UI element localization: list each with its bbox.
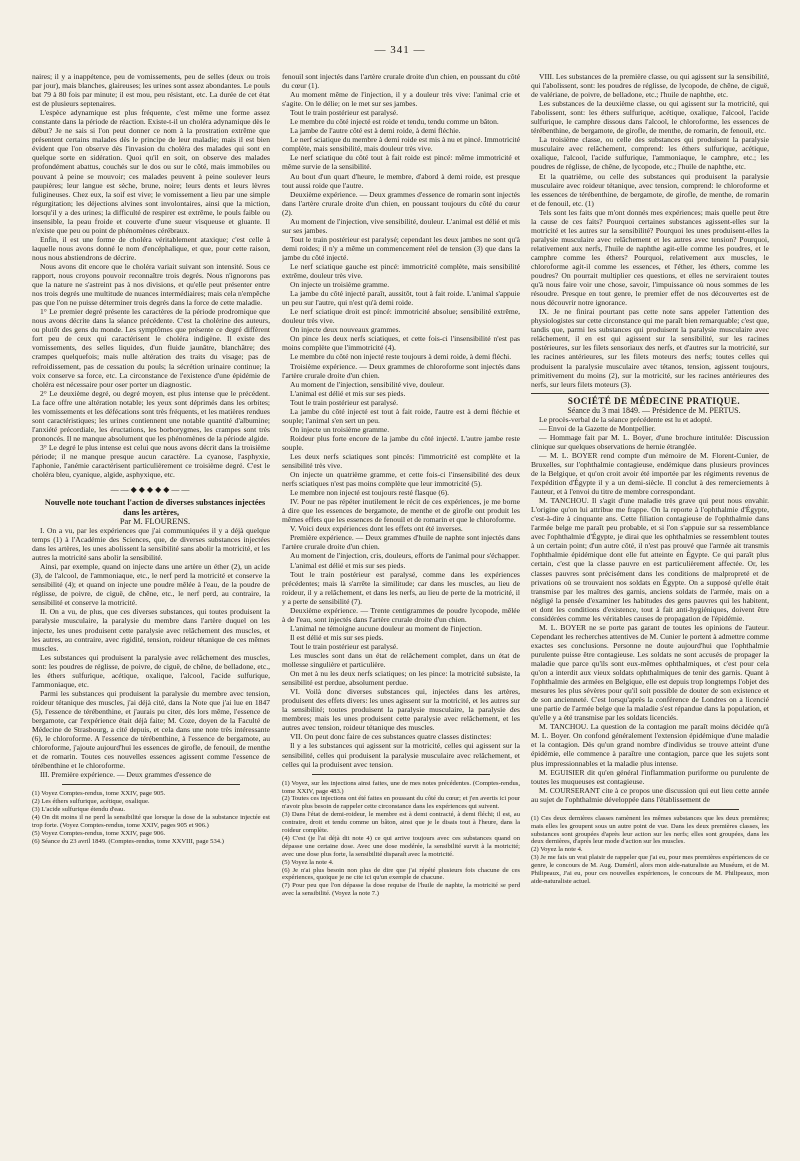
paragraph: Première expérience. — Deux grammes d'huile de naphte sont injectés dans l'artère crurale droite d'un chien. [282, 533, 520, 552]
paragraph: L'animal est délié et mis sur ses pieds. [290, 388, 406, 398]
paragraph: Les muscles sont dans un état de relâchement complet, dans un état de mollesse singulière et particulière. [282, 651, 520, 670]
paragraph: L'espèce adynamique est plus fréquente, c'est même une forme assez constante dans la période de réaction. Existe-t-il un choléra adynamique dès le début? Je ne sais si l'on peut donner ce nom à la prostration extrême que présentent certains malades dès le principe de leur maladie; mais il est bien évident que l'on observe dès l'invasion du choléra des malades qui sont en quelque sorte en sidération. Quoi qu'il en soit, on observe des malades profondément abattus, couchés sur le dos ou sur le côté, mais immobiles ou pouvant à peine se mouvoir; ces malades peuvent à peine soulever leurs paupières; leur langue est sèche, brune, noire; leurs dents et leurs lèvres fuligineuses. Chez eux, la soif est vive; le vomissement a lieu par une simple régurgitation; les déjections alvines sont involontaires, ainsi que la miction, lorsqu'il y a des urines; la difficulté de respirer est extrême, le pouls faible ou insensible, la peau froide et couverte d'une sueur visqueuse et gluante. Il n'existe que peu ou point de phénomènes cérébraux. [32, 108, 270, 235]
paragraph: Le procès-verbal de la séance précédente est lu et adopté. [539, 414, 713, 424]
paragraph: I. On a vu, par les expériences que j'ai communiquées il y a déjà quelque temps (1) à l'Académie des Sciences, que, de diverses substances injectées dans les artères, les unes abolissent la sensibilité sans abolir la motricité, et les autres la motricité sans abolir la sensibilité. [32, 526, 270, 563]
paragraph: Deuxième expérience. — Trente centigrammes de poudre lycopode, mêlée à de l'eau, sont injectés dans l'artère crurale droite d'un chien. [282, 605, 520, 624]
society-title: SOCIÉTÉ DE MÉDECINE PRATIQUE. [567, 395, 741, 406]
paragraph: Les substances de la deuxième classe, ou qui agissent sur la motricité, qui l'abolissent, sont: les éthers sulfurique, acétique, oxalique, l'alcool, l'acide sulfurique, le camphre dissous dans l'alcool, le chloroforme, les essences de térébenthine, de bergamote, de girofle, de menthe, de romarin, de fenouil, etc. [531, 99, 769, 136]
paragraph: 1° Le premier degré présente les caractères de la période prodromique que nous avons décrite dans la séance précédente. C'est la cholérine des auteurs, ou plutôt des gens du monde. Les symptômes que présente ce degré diffèrent fort peu de ceux qui caractérisent le choléra indigène. Il existe des vomissements, des selles liquides, d'un fluide jaunâtre, blanchâtre; des crampes quelquefois; mais nulle altération des traits du visage; pas de refroidissement, pas de cessation du pouls; la sécrétion urinaire continue; la voix conserve sa force, etc. La circonstance de l'existence d'une épidémie de choléra est nécessaire pour oser porter un diagnostic. [32, 307, 270, 389]
paragraph: Tout le train postérieur est paralysé; cependant les deux jambes ne sont qu'à demi roides; il n'y a même un commencement réel de tension (3) que dans la jambe du côté injecté. [282, 234, 520, 262]
paragraph: M. EGUISIER dit qu'en général l'inflammation puriforme ou purulente de toutes les muqueuses est contagieuse. [531, 767, 769, 786]
paragraph: fenouil sont injectés dans l'artère crurale droite d'un chien, en poussant du côté du cœur (1). [282, 72, 520, 91]
article-author: Par M. FLOURENS. [119, 516, 191, 526]
paragraph: IV. Pour ne pas répéter inutilement le récit de ces expériences, je me borne à dire que les essences de bergamote, de menthe et de girofle ont produit les mêmes effets que les essences de fenouil et de romarin et que le chloroforme. [282, 497, 520, 525]
paragraph: Tout le train postérieur est paralysé. [290, 108, 399, 118]
footnote: (3) Je me fais un vrai plaisir de rappeler que j'ai eu, pour mes premières expériences de ce genre, le concours de M. Aug. Duméril, alors mon aide-naturaliste au Muséum, et de M. Philipeaux, J'ai eu, pour ces nouvelles expériences, le concours de M. Philipeaux, mon aide-naturaliste actuel. [531, 854, 769, 885]
footnote: (3) Dans l'état de demi-roideur, le membre est à demi contracté, à demi fléchi; il est, au contraire, droit et tendu comme un bâton, ainsi que je le disais tout à l'heure, dans la roideur complète. [282, 811, 520, 835]
paragraph: — Hommage fait par M. L. Boyer, d'une brochure intitulée: Discussion clinique sur quelques observations de hernie étranglée. [531, 432, 769, 451]
paragraph: Ainsi, par exemple, quand on injecte dans une artère un éther (2), un acide (3), de l'alcool, de l'ammoniaque, etc., le nerf perd la motricité et conserve la sensibilité (4); et quand on injecte une poudre mêlée à l'eau, de la poudre de réglisse, de poivre, de ciguë, de chêne, etc., le nerf perd, au contraire, la sensibilité et conserve la motricité. [32, 562, 270, 608]
paragraph: On injecte deux nouveaux grammes. [290, 325, 401, 335]
footnote: (2) Les éthers sulfurique, acétique, oxalique. [32, 798, 150, 806]
paragraph: M. COURSERANT cite à ce propos une discussion qui eut lieu cette année au sujet de l'ophthalmie développée dans l'établissement de [531, 785, 769, 804]
paragraph: Le nerf sciatique du côté tout à fait roide est pincé: même immotricité et même survie de la sensibilité. [282, 153, 520, 172]
paragraph: Deuxième expérience. — Deux grammes d'essence de romarin sont injectés dans l'artère crurale droite d'un chien, en poussant toujours du côté du cœur (2). [282, 189, 520, 217]
section-divider [531, 393, 769, 394]
paragraph: — M. L. BOYER rend compte d'un mémoire de M. Florent-Cunier, de Bruxelles, sur l'ophthalmie contagieuse, endémique dans plusieurs provinces de la Belgique, et qu'on croit avoir été importée par les régiments revenus de l'expédition d'Égypte il y a un demi-siècle. Il conclut à des remerciements à l'auteur, et à l'envoi du titre de membre correspondant. [531, 450, 769, 497]
paragraph: Au moment de l'injection, cris, douleurs, efforts de l'animal pour s'échapper. [290, 551, 520, 561]
paragraph: Tels sont les faits que m'ont donnés mes expériences; mais quelle peut être la cause de ces faits? Pourquoi certaines substances agissent-elles sur la motricité et les autres sur la sensibilité? Pourquoi les unes produisent-elles la paralysie musculaire avec relâchement et les autres avec tension? Pourquoi, relativement aux nerfs, l'huile de naphthe agit-elle comme les poudres, et le camphre comme les éthers? Pourquoi, relativement aux muscles, le chloroforme agit-il comme les essences, et l'éther, les éthers, comme les poudres? On pourrait multiplier ces questions, et elles ne serviraient toutes qu'à nous faire voir une chose, savoir, l'impuissance où nous sommes de les résoudre. Presque en tout genre, le premier effet de nos découvertes est de nous découvrir notre ignorance. [531, 207, 769, 308]
paragraph: Il est délié et mis sur ses pieds. [290, 632, 384, 642]
paragraph: Troisième expérience. — Deux grammes de chloroforme sont injectés dans l'artère crurale droite d'un chien. [282, 361, 520, 380]
paragraph: IX. Je ne finirai pourtant pas cette note sans appeler l'attention des physiologistes sur cette circonstance qui me paraît bien remarquable; c'est que, tandis que, parmi les substances qui produisent la paralysie musculaire avec relâchement, il en est qui agissent sur la sensibilité, sur les racines postérieures, sur les filets sensoriaux des nerfs, et d'autres sur la motricité, sur les racines antérieures, sur les filets moteurs des nerfs; toutes celles qui produisent la paralysie musculaire avec tétanos, tension, agissent toujours, primitivement du moins (2), sur la motricité, sur les racines antérieures des nerfs, sur leurs filets moteurs (3). [531, 307, 769, 389]
footnote: (3) L'acide sulfurique étendu d'eau. [32, 806, 126, 814]
seance-heading: Séance du 3 mai 1849. — Présidence de M. PERTUS. [567, 405, 741, 415]
paragraph: Les deux nerfs sciatiques sont pincés: l'immotricité est complète et la sensibilité très vive. [282, 451, 520, 471]
paragraph: V. Voici deux expériences dont les effets ont été inverses. [290, 524, 463, 534]
paragraph: L'animal ne témoigne aucune douleur au moment de l'injection. [290, 623, 482, 633]
footnote-divider [62, 784, 240, 785]
footnote: (4) C'est (je l'ai déjà dit note 4) ce qui arrive toujours avec ces substances quand on dépasse une certaine dose. Avec une dose modérée, la sensibilité survit à la motricité; avec une dose plus forte, la sensibilité disparaît avec la motricité. [282, 834, 520, 858]
article-title: Nouvelle note touchant l'action de diverses substances injectées dans les artères, [44, 498, 266, 517]
paragraph: On injecte un troisième gramme. [290, 280, 390, 290]
paragraph: Tout le train postérieur est paralysé. [290, 397, 399, 407]
paragraph: On injecte un quatrième gramme, et cette fois-ci l'insensibilité des deux nerfs sciatiques n'est pas moins complète que leur immotricité (5). [282, 470, 520, 489]
footnote: (6) Séance du 23 avril 1849. (Comptes-rendus, tome XXVIII, page 534.) [32, 837, 224, 845]
footnote: (2) Toutes ces injections ont été faites en poussant du côté du cœur; et j'en avertis ici pour n'avoir plus besoin de rappeler cette circonstance dans les expériences qui suivent. [282, 795, 520, 811]
paragraph: M. L. BOYER ne se porte pas garant de toutes les opinions de l'auteur. Cependant les recherches attentives de M. Cunier le portent à admettre comme exactes ses conclusions. Personne ne doute aujourd'hui que l'ophthalmie purulente puisse être contagieuse. Les soldats ne sont accusés de propager la maladie que parce qu'ils sont eux-mêmes ophthalmiques, et c'est pour cela qu'on a interdit aux vieux soldats ophthalmiques de tenir des garnis. Quant à l'ophthalmie des armées en Belgique, elle est depuis trop longtemps l'objet des mesures les plus sévères pour qu'il soit possible de douter de son existence et de son ancienneté. C'est lorsqu'après la conférence de Londres on a licencié une partie de l'armée belge que la maladie s'est répandue dans la population, et qu'elle y a été transmise par les soldats licenciés. [531, 622, 769, 723]
paragraph: Et la quatrième, ou celle des substances qui produisent la paralysie musculaire avec roideur tétanique, avec tension, comprend: le chloroforme et les essences de térébenthine, de bergamote, de girofle, de menthe, de romarin et de fenouil, etc. (1) [531, 171, 769, 208]
paragraph: VI. Voilà donc diverses substances qui, injectées dans les artères, produisent des effets divers: les unes agissent sur la motricité, et les autres sur la sensibilité; toutes produisent la paralysie musculaire, la paralysie des membres; mais les unes produisent cette paralysie avec relâchement, et les autres avec tension, roideur tétanique des muscles. [282, 687, 520, 733]
paragraph: Parmi les substances qui produisent la paralysie du membre avec tension, roideur tétanique des muscles, j'ai déjà cité, dans la Note que j'ai lue en 1847 (5), l'essence de térébenthine, et j'aurais pu citer, dès lors même, l'essence de bergamote, car l'expérience était déjà faite; M. Coze, doyen de la Faculté de Médecine de Strasbourg, a cité depuis, et cela dans une note très intéressante (6), le chloroforme. A l'essence de térébenthine, à l'essence de bergamote, au chloroforme, j'ajoute aujourd'hui les essences de girofle, de fenouil, de menthe et de romarin. Toutes ces nouvelles essences agissent comme l'essence de térébenthine et le chloroforme. [32, 688, 270, 771]
paragraph: VIII. Les substances de la première classe, ou qui agissent sur la sensibilité, qui l'abolissent, sont: les poudres de réglisse, de lycopode, de chêne, de ciguë, de valériane, de poivre, de belladone, etc.; l'huile de naphthe, etc. [531, 72, 769, 100]
page-number: — 341 — [374, 44, 426, 56]
footnote: (1) Ces deux dernières classes ramènent les mêmes substances que les deux premières; mais elles les groupent sous un autre point de vue. Dans les deux premières classes, les substances sont groupées d'après leur action sur les nerfs; elles sont groupées, dans les deux dernières, d'après leur mode d'action sur les muscles. [531, 814, 769, 846]
paragraph: Le nerf sciatique du membre à demi roide est mis à nu et pincé. Immotricité complète, mais sensibilité, mais douleur très vive. [282, 135, 520, 154]
column-3 [531, 72, 769, 1141]
paragraph: M. TANCHOU. Il s'agit d'une maladie très grave qui peut nous envahir. L'origine qu'on lui attribue me frappe. On la reporte à l'ophthalmie d'Égypte, c'est-à-dire à cinquante ans. Cette filiation contagieuse de l'ophthalmie dans l'armée belge me paraît peu probable, et si l'on s'appuie sur sa ressemblance avec l'ophthalmie d'Égypte, je dirai que les ophthalmies se ressemblent toutes à un certain point; d'un autre côté, il n'est pas prouvé que l'armée ait transmis l'ophthalmie épidémique dont elle fut atteinte en Égypte. Ce qui paraît plus certain, c'est que la classe pauvre en est particulièrement affectée. Or, les classes pauvres sont précisément dans les conditions de malpropreté et de privations où se trouvaient nos soldats en Égypte. On a supposé qu'elle était transmise par les maîtres des garnis, anciens soldats de l'armée, mais on a négligé la pensée d'examiner les habitudes des gens pauvres qui les habitent, et dont les conditions d'existence, tout à fait anti-hygiéniques, doivent être considérées comme les véritables causes de propagation de l'épidémie. [531, 496, 769, 623]
paragraph: Le membre du côté non injecté reste toujours à demi roide, à demi fléchi. [290, 352, 512, 362]
paragraph: Le nerf sciatique gauche est pincé: immotricité complète, mais sensibilité extrême, douleur très vive. [282, 261, 520, 281]
footnote-divider [561, 809, 739, 810]
paragraph: On pince les deux nerfs sciatiques, et cette fois-ci l'insensibilité n'est pas moins complète que l'immotricité (4). [282, 334, 520, 353]
paragraph: La jambe du côté injecté est tout à fait roide, l'autre est à demi fléchie et souple; l'animal s'en sert un peu. [282, 406, 520, 425]
footnote: (7) Pour peu que l'on dépasse la dose requise de l'huile de naphte, la motricité se perd avec la sensibilité. (Voyez la note 7.) [282, 882, 520, 898]
paragraph: On met à nu les deux nerfs sciatiques; on les pince: la motricité subsiste, la sensibilité est perdue, absolument perdue. [282, 669, 520, 688]
paragraph: Nous avons dit encore que le choléra variait suivant son intensité. Sous ce rapport, nous croyons pouvoir reconnaître trois degrés. Nous n'ignorons pas que la nature ne s'astreint pas à nos divisions, et qu'elle peut présenter entre nos trois degrés une multitude de nuances intermédiaires; mais cela n'empêche pas que l'on ne puisse déterminer trois degrés dans la force de cette maladie. [32, 261, 270, 308]
paragraph: Il y a les substances qui agissent sur la motricité, celles qui agissent sur la sensibilité, celles qui produisent la paralysie musculaire avec relâchement, et celles qui la produisent avec tension. [282, 741, 520, 769]
paragraph: Les substances qui produisent la paralysie avec relâchement des muscles, sont: les poudres de réglisse, de poivre, de ciguë, de chêne, de belladone, etc., les éthers sulfurique, acétique, oxalique, l'alcool, l'acide sulfurique, l'ammoniaque, etc. [32, 652, 270, 689]
paragraph: M. TANCHOU. La question de la contagion me paraît moins décidée qu'à M. L. Boyer. On confond généralement l'extension épidémique d'une maladie et la contagion. Dès qu'un grand nombre d'individus se trouve atteint d'une épidémie, elle commence à paraître une contagion, parce que les sujets sont plus impressionnables et la maladie plus intense. [531, 722, 769, 768]
footnote: (6) Je n'ai plus besoin non plus de dire que j'ai répété plusieurs fois chacune de ces expériences, quoique je ne cite ici qu'un exemple de chacune. [282, 866, 520, 882]
paragraph: II. On a vu, de plus, que ces diverses substances, qui toutes produisent la paralysie musculaire, la paralysie du membre dans l'artère duquel on les injecte, les unes produisent cette paralysie avec relâchement des muscles, et les autres, au contraire, avec rigidité, tension, roideur tétanique de ces mêmes muscles. [32, 607, 270, 653]
paragraph: naires; il y a inappétence, peu de vomissements, peu de selles (deux ou trois par jour), mais blanches, glaireuses; les urines sont assez abondantes. Le pouls bat 79 à 80 fois par minute; il est mou, peu résistant, etc. La durée de cet état est de plusieurs septenaires. [32, 72, 270, 109]
paragraph: Le membre non injecté est toujours resté flasque (6). [290, 488, 450, 498]
paragraph: Tout le train postérieur est paralysé. [290, 641, 399, 651]
column-1 [32, 72, 270, 1141]
paragraph: On injecte un troisième gramme. [290, 424, 390, 434]
paragraph: Au moment de l'injection, sensibilité vive, douleur. [290, 379, 445, 389]
paragraph: Le nerf sciatique droit est pincé: immotricité absolue; sensibilité extrême, douleur très vive. [282, 307, 520, 326]
footnote: (1) Voyez Comptes-rendus, tome XXIV, page 905. [32, 790, 166, 798]
paragraph: La troisième classe, ou celle des substances qui produisent la paralysie musculaire avec relâchement, comprend: les éthers sulfurique, acétique, oxalique, l'alcool, l'acide sulfurique, l'ammoniaque, le camphre, etc.; les poudres de réglisse, de chêne, de lycopode, etc.; l'huile de naphthe, etc. [531, 135, 769, 172]
paragraph: Le membre du côté injecté est roide et tendu, tendu comme un bâton. [290, 117, 499, 127]
paragraph: Au bout d'un quart d'heure, le membre, d'abord à demi roide, est presque tout aussi roide que l'autre. [282, 171, 520, 190]
paragraph: L'animal est délié et mis sur ses pieds. [290, 560, 406, 570]
paragraph: Tout le train postérieur est paralysé, comme dans les expériences précédentes; mais là s'arrête la similitude; car dans les muscles, au lieu de roideur, il y a relâchement, et dans les nerfs, au lieu de perte de la motricité, il y a perte de sensibilité (7). [282, 569, 520, 606]
footnote: (1) Voyez, sur les injections ainsi faites, une de mes notes précédentes. (Comptes-rendus, tome XXIV, page 483.) [282, 779, 520, 795]
paragraph: 3° Le degré le plus intense est celui que nous avons décrit dans la troisième période; il ne manque presque aucun caractère. La cyanose, l'asphyxie, l'aphonie, l'anémie caractérisent particulièrement ce troisième degré. C'est le choléra bleu, cyanique, algide, asphyxique, etc. [32, 442, 270, 480]
paragraph: Au moment même de l'injection, il y a douleur très vive: l'animal crie et s'agite. On le délie; on le met sur ses jambes. [282, 90, 520, 109]
paragraph: VII. On peut donc faire de ces substances quatre classes distinctes: [290, 732, 492, 742]
paragraph: La jambe de l'autre côté est à demi roide, à demi fléchie. [290, 126, 461, 136]
section-ornament: ——◆◆◆◆◆—— [110, 485, 192, 495]
footnote: (2) Voyez la note 4. [531, 846, 583, 854]
footnote: (5) Voyez Comptes-rendus, tome XXIV, page 906. [32, 829, 166, 837]
paragraph: Enfin, il est une forme de choléra véritablement ataxique; c'est celle à laquelle nous avons donné le nom d'encéphalique, et que, pour cette raison, nous nous abstiendrons de décrire. [32, 234, 270, 262]
paragraph: 2° Le deuxième degré, ou degré moyen, est plus intense que le précédent. La face offre une altération notable; les yeux sont déprimés dans les orbites; les vomissements et les défécations sont très fréquents, et les matières rendues sont caractéristiques; les urines contiennent une notable quantité d'albumine; l'anxiété précordiale, les éructations, les borborygmes, les crampes sont très prononcés. Il ne manque absolument que les phénomènes de la période algide. [32, 388, 270, 443]
paragraph: Au moment de l'injection, vive sensibilité, douleur. L'animal est délié et mis sur ses jambes. [282, 216, 520, 235]
paragraph: Roideur plus forte encore de la jambe du côté injecté. L'autre jambe reste souple. [282, 433, 520, 452]
footnote: (4) On dit moins il ne perd la sensibilité que lorsque la dose de la substance injectée est trop forte. (Voyez Comptes-rendus, tome XXIV, pages 905 et 906.) [32, 814, 270, 829]
paragraph: — Envoi de la Gazette de Montpellier. [539, 423, 656, 433]
footnote: (5) Voyez la note 4. [282, 858, 334, 866]
paragraph: La jambe du côté injecté paraît, aussitôt, tout à fait roide. L'animal s'appuie un peu sur l'autre, qui n'est qu'à demi roide. [282, 289, 520, 308]
column-2 [282, 72, 520, 1141]
paragraph: III. Première expérience. — Deux grammes d'essence de [40, 770, 212, 780]
footnote-divider [312, 774, 490, 775]
